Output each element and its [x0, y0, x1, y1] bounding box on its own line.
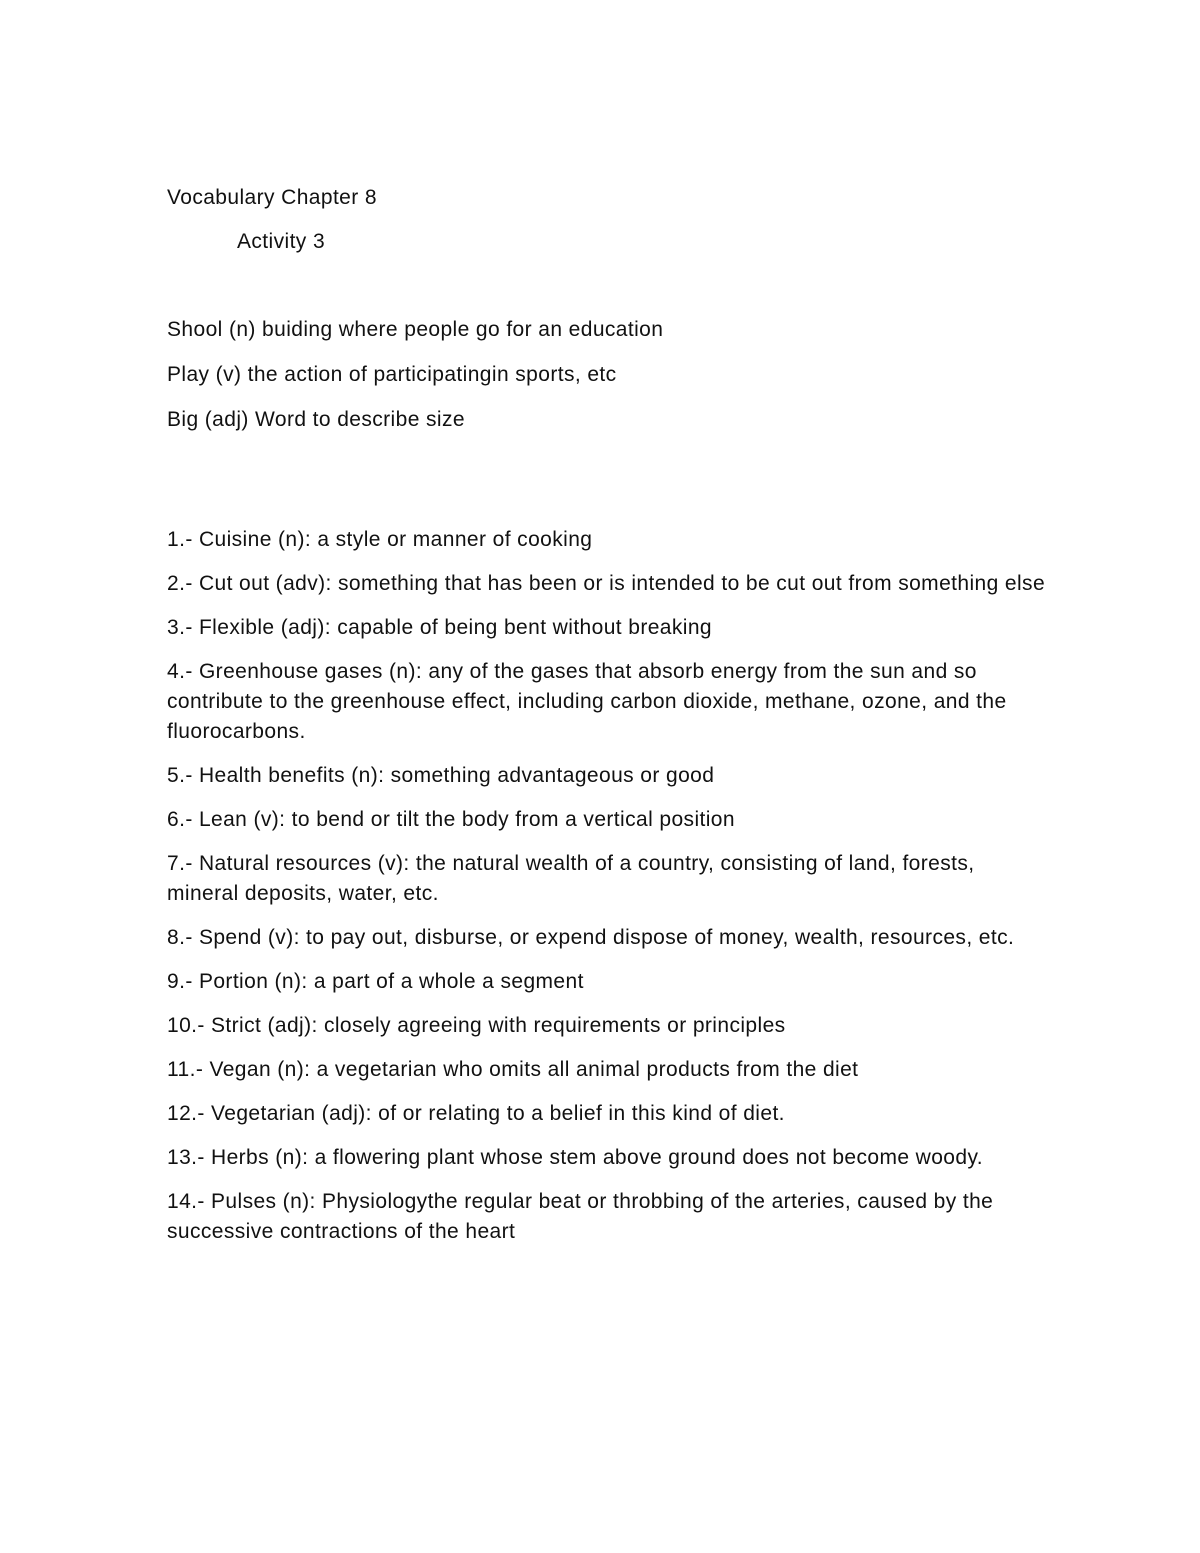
- vocabulary-entry: 3.- Flexible (adj): capable of being bent without breaking: [167, 616, 713, 639]
- document-title: Vocabulary Chapter 8: [167, 186, 377, 209]
- vocabulary-entry: 8.- Spend (v): to pay out, disburse, or expend dispose of money, wealth, resources, etc.: [167, 926, 1015, 949]
- intro-definition: Shool (n) buiding where people go for an education: [167, 318, 664, 341]
- document-subtitle: Activity 3: [237, 230, 326, 253]
- vocabulary-entry: 11.- Vegan (n): a vegetarian who omits all animal products from the diet: [167, 1058, 859, 1081]
- vocabulary-entry: 7.- Natural resources (v): the natural wealth of a country, consisting of land, forests, mineral deposits, water, etc.: [167, 852, 975, 905]
- vocabulary-entry: 9.- Portion (n): a part of a whole a segment: [167, 970, 584, 993]
- intro-definitions: [167, 315, 1047, 435]
- vocabulary-entry: 1.- Cuisine (n): a style or manner of cooking: [167, 528, 593, 551]
- vocabulary-entry: 14.- Pulses (n): Physiologythe regular beat or throbbing of the arteries, caused by the successive contractions of the heart: [167, 1190, 994, 1243]
- document-page: [167, 183, 1047, 1261]
- intro-definition: Big (adj) Word to describe size: [167, 408, 465, 431]
- vocabulary-entry: 4.- Greenhouse gases (n): any of the gases that absorb energy from the sun and so contribute to the greenhouse effect, including carbon dioxide, methane, ozone, and the fluorocarbons.: [167, 660, 1007, 743]
- vocabulary-entry: 12.- Vegetarian (adj): of or relating to a belief in this kind of diet.: [167, 1102, 785, 1125]
- vocabulary-list: [167, 525, 1047, 1247]
- vocabulary-entry: 6.- Lean (v): to bend or tilt the body from a vertical position: [167, 808, 735, 831]
- vocabulary-entry: 13.- Herbs (n): a flowering plant whose stem above ground does not become woody.: [167, 1146, 984, 1169]
- intro-definition: Play (v) the action of participatingin sports, etc: [167, 363, 617, 386]
- vocabulary-entry: 2.- Cut out (adv): something that has been or is intended to be cut out from something else: [167, 572, 1046, 595]
- vocabulary-entry: 10.- Strict (adj): closely agreeing with requirements or principles: [167, 1014, 786, 1037]
- vocabulary-entry: 5.- Health benefits (n): something advantageous or good: [167, 764, 715, 787]
